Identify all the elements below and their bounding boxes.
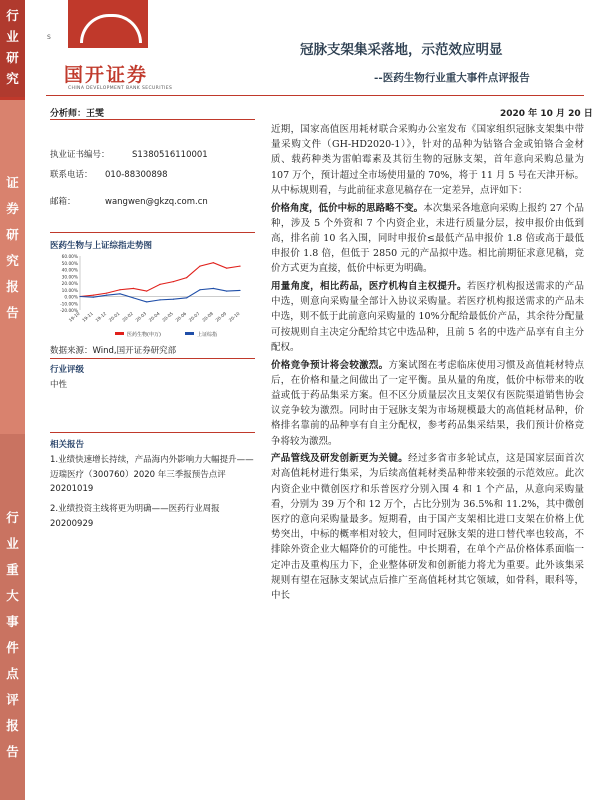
report-date: 2020 年 10 月 20 日: [500, 109, 593, 119]
data-point: [106, 295, 107, 296]
data-point: [173, 299, 174, 300]
y-tick-label: -20.00%: [60, 309, 78, 314]
body-paragraph: 价格竞争预计将会较激烈。方案试图在考虑临床使用习惯及高值耗材特点后，在价格和量之间做出了一定平衡。虽从量的角度，低价中标带来的收益或低于药品集采方案。但不区分质量层次且支架仅有医院渠道销售协会议竞争较为激烈。同时由于冠脉支架为市场规模最大的高值耗材品种，价格排名靠前的品种享有自主分配权，参考药品集采结果，我们预计价格竞争将较为激烈。: [271, 359, 584, 447]
data-point: [159, 284, 160, 285]
chart-title: 医药生物与上证综指走势图: [50, 241, 153, 251]
related-report-link[interactable]: 1.业绩快速增长持续，产品海内外影响力大幅提升——迈瑞医疗（300760）2020 年三季报预告点评 20201019: [50, 455, 254, 494]
y-tick-label: 60.00%: [61, 255, 78, 260]
data-point: [133, 288, 134, 289]
y-tick-label: 0.00%: [64, 295, 78, 301]
data-point: [159, 299, 160, 300]
chart-divider: [50, 232, 255, 233]
x-tick-label: 19-10: [68, 311, 82, 324]
phone-number: 010-88300898: [105, 170, 168, 180]
data-point: [186, 277, 187, 278]
data-point: [199, 266, 200, 267]
paragraph-lead: 价格竞争预计将会较激烈。: [271, 359, 389, 371]
paragraph-lead: 产品管线及研发创新更为关键。: [271, 453, 409, 465]
data-point: [93, 297, 94, 298]
body-paragraph: 价格角度，低价中标的思路略不变。本次集采各地意向采购上报约 27 个品种，涉及 5 个外资和 7 个内资企业，未进行质量分层，按申报价由低到高，排名前 10 名入围，同时申报价≤最低产品申报价 1.8 倍或高于最低申报价 1.8 倍，但低于 2850 元的产品拟中选。相比前期征求意见稿，竞价方式更为直接，低价中标更为明确。: [271, 202, 584, 275]
paragraph-lead: 价格角度，低价中标的思路略不变。: [271, 202, 424, 214]
related-divider: [50, 432, 255, 433]
data-point: [106, 293, 107, 294]
series-line: [80, 263, 240, 297]
analyst-line: 分析师：王雯: [50, 109, 105, 119]
intro-paragraph: 近期，国家高值医用耗材联合采购办公室发布《国家组织冠脉支架集中带量采购文件（GH-HD2020-1）》，针对的品种为钴铬合金或铂铬合金材质、载药种类为雷帕霉素及其衍生物的冠脉支架，首年意向采购总量为 107 万个，预计超过全市场使用量的 70%，将于 11 月 5 号在天津开标。从中标规则看，与此前征求意见稿存在一定差异，点评如下：: [271, 124, 584, 196]
logo-name-zh: 国开证券: [64, 64, 149, 86]
rating-divider: [50, 358, 255, 359]
body-paragraph: 产品管线及研发创新更为关键。经过多省市多轮试点，这是国家层面首次对高值耗材进行集采，为后续高值耗材类品种带来较强的示范效应。此次内资企业中微创医疗和乐普医疗分别入围 4 和 1 个产品，从意向采购量看，分别为 39 万个和 12 万个，占比分别为 36.5%和 11.2%，其中微创医疗的意向采购量最多。短期看，由于国产支架相比进口支架在价格上优势突出，中标的概率相对较大，但同时冠脉支架的进口替代率也较高，不排除外资企业大幅降价的可能性。中长期看，在单个产品价格体系面临一定冲击及重构压力下，企业整体研发和创新能力将尤为重要。此外该集采规则有望在冠脉支架试点后推广至高值耗材其它领域，如骨科，眼科等，中长: [271, 453, 584, 602]
phone-row: 联系电话： 010-88300898: [50, 170, 168, 180]
data-point: [119, 289, 120, 290]
legend-swatch: [115, 332, 124, 335]
rating-value: 中性: [50, 380, 68, 390]
cert-row: 执业证书编号： S1380516110001: [50, 150, 208, 160]
logo-emblem-icon: [68, 0, 148, 48]
trend-chart: [50, 252, 255, 342]
x-tick-label: 20-06: [175, 311, 188, 324]
y-tick-label: 20.00%: [61, 282, 78, 287]
chart-source: 数据来源：Wind,国开证券研究部: [50, 346, 177, 356]
email-link[interactable]: wangwen@gkzq.com.cn: [105, 197, 208, 207]
data-point: [226, 268, 227, 269]
body-paragraph: 用量角度，相比药品，医疗机构自主权提升。若医疗机构报送需求的产品中选，则意向采购量全部计入协议采购量。若医疗机构报送需求的产品未中选，则不低于此前意向采购量的 10%分配给最低价产品，其余待分配量可按规则自主决定分配给其它中选品种，且前 5 名的中选产品享有自主分配权。: [271, 281, 584, 353]
header-divider: [46, 95, 584, 96]
x-tick-label: 20-09: [215, 311, 228, 324]
analyst-name: 王雯: [86, 109, 105, 119]
report-title: 冠脉支架集采落地，示范效应明显: [300, 42, 503, 58]
y-tick-label: 30.00%: [61, 275, 78, 281]
x-tick-label: 19-11: [81, 311, 95, 324]
report-body: [271, 122, 584, 606]
sidebar-label-event-report: 行 业 重 大 事 件 点 评 报 告: [6, 510, 19, 759]
x-tick-label: 20-10: [228, 311, 242, 324]
y-tick-label: 40.00%: [61, 268, 78, 274]
y-tick-label: 50.00%: [61, 261, 78, 267]
x-tick-label: 19-12: [95, 311, 108, 324]
data-point: [79, 296, 80, 297]
x-tick-label: 20-02: [121, 311, 135, 324]
legend-label: 上证综指: [197, 332, 218, 338]
data-point: [213, 262, 214, 263]
paragraph-lead: 用量角度，相比药品，医疗机构自主权提升。: [271, 281, 467, 293]
y-tick-label: 10.00%: [61, 288, 78, 294]
data-point: [239, 266, 240, 267]
cert-number: S1380516110001: [132, 150, 208, 160]
y-tick-label: -10.00%: [60, 302, 78, 308]
x-tick-label: 20-05: [161, 311, 175, 324]
data-point: [119, 293, 120, 294]
data-point: [93, 295, 94, 296]
sidebar-label-research-report: 证 券 研 究 报 告: [6, 175, 19, 320]
email-row: 邮箱： wangwen@gkzq.com.cn: [50, 197, 208, 207]
x-tick-label: 20-07: [188, 311, 202, 324]
data-point: [133, 297, 134, 298]
related-label: 相关报告: [50, 440, 85, 450]
report-subtitle: --医药生物行业重大事件点评报告: [374, 72, 530, 84]
x-tick-label: 20-04: [148, 311, 162, 324]
legend-label: 医药生物(申万): [127, 332, 161, 338]
data-point: [226, 291, 227, 292]
data-point: [239, 290, 240, 291]
data-point: [213, 288, 214, 289]
sidebar-strip: [0, 0, 25, 800]
related-report-link[interactable]: 2.业绩投资主线将更为明确——医药行业周报 20200929: [50, 504, 220, 529]
data-point: [146, 291, 147, 292]
x-tick-label: 20-01: [108, 311, 122, 324]
data-point: [199, 289, 200, 290]
logo-name-en: CHINA DEVELOPMENT BANK SECURITIES: [68, 86, 173, 91]
x-tick-label: 20-03: [135, 311, 148, 324]
analyst-divider: [50, 119, 255, 120]
company-logo: [60, 0, 175, 95]
data-point: [146, 301, 147, 302]
x-tick-label: 20-08: [201, 311, 215, 324]
sidebar-label-industry-research: 行 业 研 究: [6, 8, 19, 86]
data-point: [186, 297, 187, 298]
rating-label: 行业评级: [50, 365, 85, 375]
data-point: [173, 281, 174, 282]
brand-mark-letter: S: [47, 34, 51, 41]
legend-swatch: [185, 332, 194, 335]
